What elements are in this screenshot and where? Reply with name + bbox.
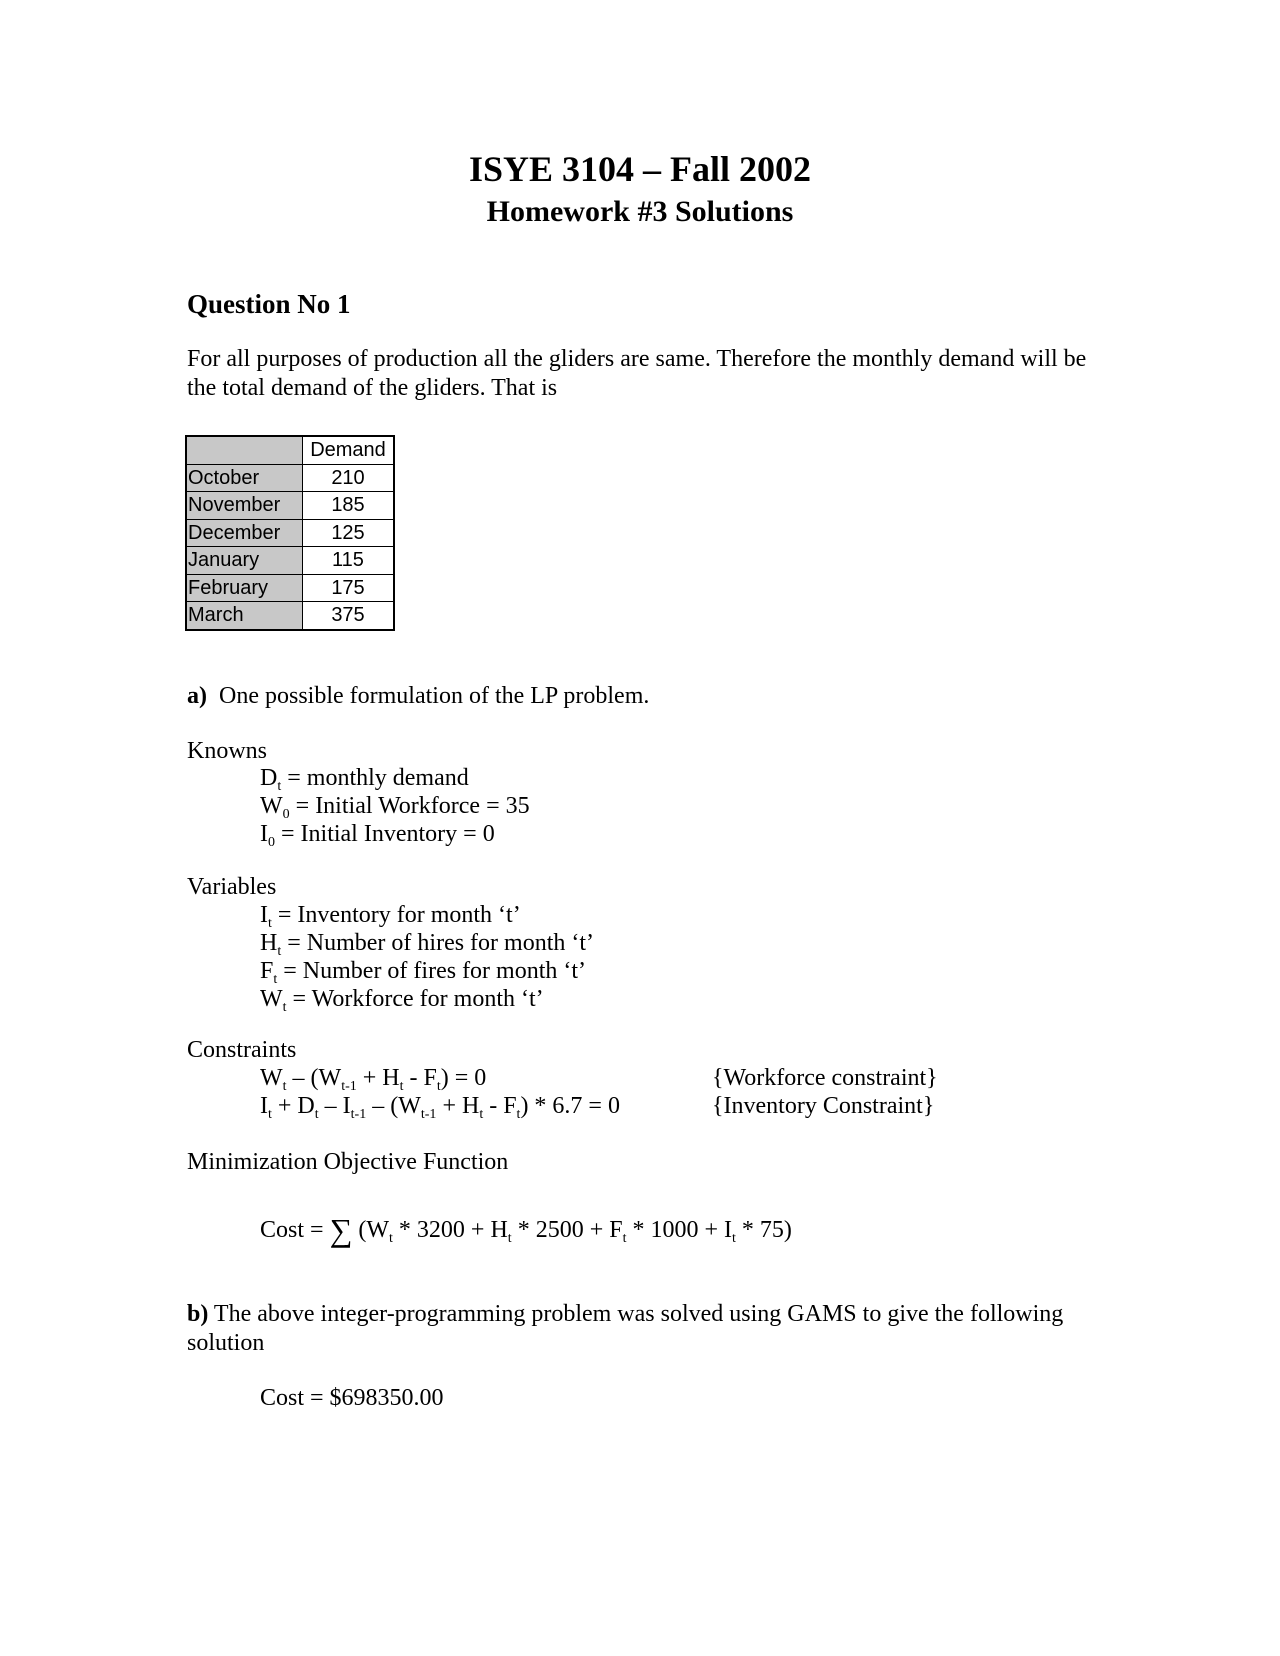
objective-function: Cost = ∑ $(W_t * 3200 + H_t * 2500 + F_t * 1000 + I_t * 75)$ — [260, 1212, 792, 1248]
table-row — [186, 492, 394, 520]
symbol: D — [260, 765, 278, 791]
part-b-text: The above integer-programming problem was solved using GAMS to give the following solution — [187, 1301, 1064, 1356]
symbol: H — [260, 930, 278, 956]
demand-cell: 210 — [303, 464, 395, 492]
demand-cell: 375 — [303, 602, 395, 630]
knowns-heading: Knowns — [187, 738, 268, 764]
definition: = Initial Workforce = 35 — [289, 793, 530, 819]
document-subtitle: Homework #3 Solutions — [486, 195, 794, 228]
cost-result: Cost = $698350.00 — [260, 1385, 444, 1411]
part-a-line — [187, 682, 649, 711]
subscript: t — [282, 1000, 287, 1015]
definition: = Inventory for month ‘t’ — [271, 902, 521, 928]
cost-prefix: Cost = — [260, 1217, 330, 1243]
symbol: W — [260, 793, 283, 819]
subscript: t — [268, 916, 272, 931]
table-row — [186, 602, 394, 630]
table-row — [186, 519, 394, 547]
symbol: W — [260, 986, 283, 1012]
demand-cell: 115 — [303, 547, 395, 575]
subscript: 0 — [282, 807, 290, 822]
variables-item — [260, 985, 544, 1014]
variables-heading: Variables — [187, 874, 277, 900]
symbol: I — [260, 902, 268, 928]
table-corner-cell — [186, 436, 303, 464]
demand-cell: 185 — [303, 492, 395, 520]
demand-cell: 125 — [303, 519, 395, 547]
knowns-item — [260, 764, 469, 793]
table-row — [186, 464, 394, 492]
objective-heading: Minimization Objective Function — [187, 1149, 509, 1175]
subscript: t — [277, 944, 282, 959]
table-header-row — [186, 436, 394, 464]
month-cell: February — [186, 574, 303, 602]
table-row — [186, 574, 394, 602]
part-a-label: a) — [187, 683, 207, 709]
workforce-constraint-note: {Workforce constraint} — [712, 1065, 938, 1091]
part-a-text: One possible formulation of the LP problem. — [219, 683, 650, 709]
question-heading: Question No 1 — [187, 289, 351, 319]
part-b-paragraph — [187, 1300, 1087, 1358]
definition: = monthly demand — [281, 765, 469, 791]
demand-table — [185, 435, 395, 631]
definition: = Initial Inventory = 0 — [275, 821, 495, 847]
month-cell: January — [186, 547, 303, 575]
knowns-item — [260, 792, 530, 821]
definition: = Workforce for month ‘t’ — [286, 986, 544, 1012]
month-cell: October — [186, 464, 303, 492]
question-intro: For all purposes of production all the gliders are same. Therefore the monthly demand will be the total demand of the gliders. That is — [187, 346, 1087, 401]
month-cell: December — [186, 519, 303, 547]
inventory-constraint-note: {Inventory Constraint} — [712, 1093, 935, 1119]
variables-item — [260, 957, 586, 986]
symbol: F — [260, 958, 274, 984]
month-cell: November — [186, 492, 303, 520]
demand-cell: 175 — [303, 574, 395, 602]
constraints-heading: Constraints — [187, 1037, 297, 1063]
subscript: 0 — [268, 835, 275, 850]
subscript: t — [273, 972, 278, 987]
month-cell: March — [186, 602, 303, 630]
course-title: ISYE 3104 – Fall 2002 — [468, 149, 812, 189]
sigma-symbol: ∑ — [329, 1212, 353, 1248]
knowns-item — [260, 820, 495, 849]
part-b-label: b) — [187, 1301, 209, 1327]
variables-item — [260, 929, 594, 958]
symbol: I — [260, 821, 268, 847]
variables-item — [260, 901, 521, 930]
definition: = Number of fires for month ‘t’ — [277, 958, 587, 984]
inventory-constraint-equation: $I_t + D_t - I_{t-1} - (W_{t-1} + H_t - F_t) * 6.7 = 0$ — [260, 1093, 620, 1122]
table-row — [186, 547, 394, 575]
workforce-constraint-equation: $W_t - (W_{t-1} + H_t - F_t) = 0$ — [260, 1065, 487, 1094]
definition: = Number of hires for month ‘t’ — [281, 930, 595, 956]
subscript: t — [277, 779, 282, 794]
demand-column-header: Demand — [303, 436, 395, 464]
